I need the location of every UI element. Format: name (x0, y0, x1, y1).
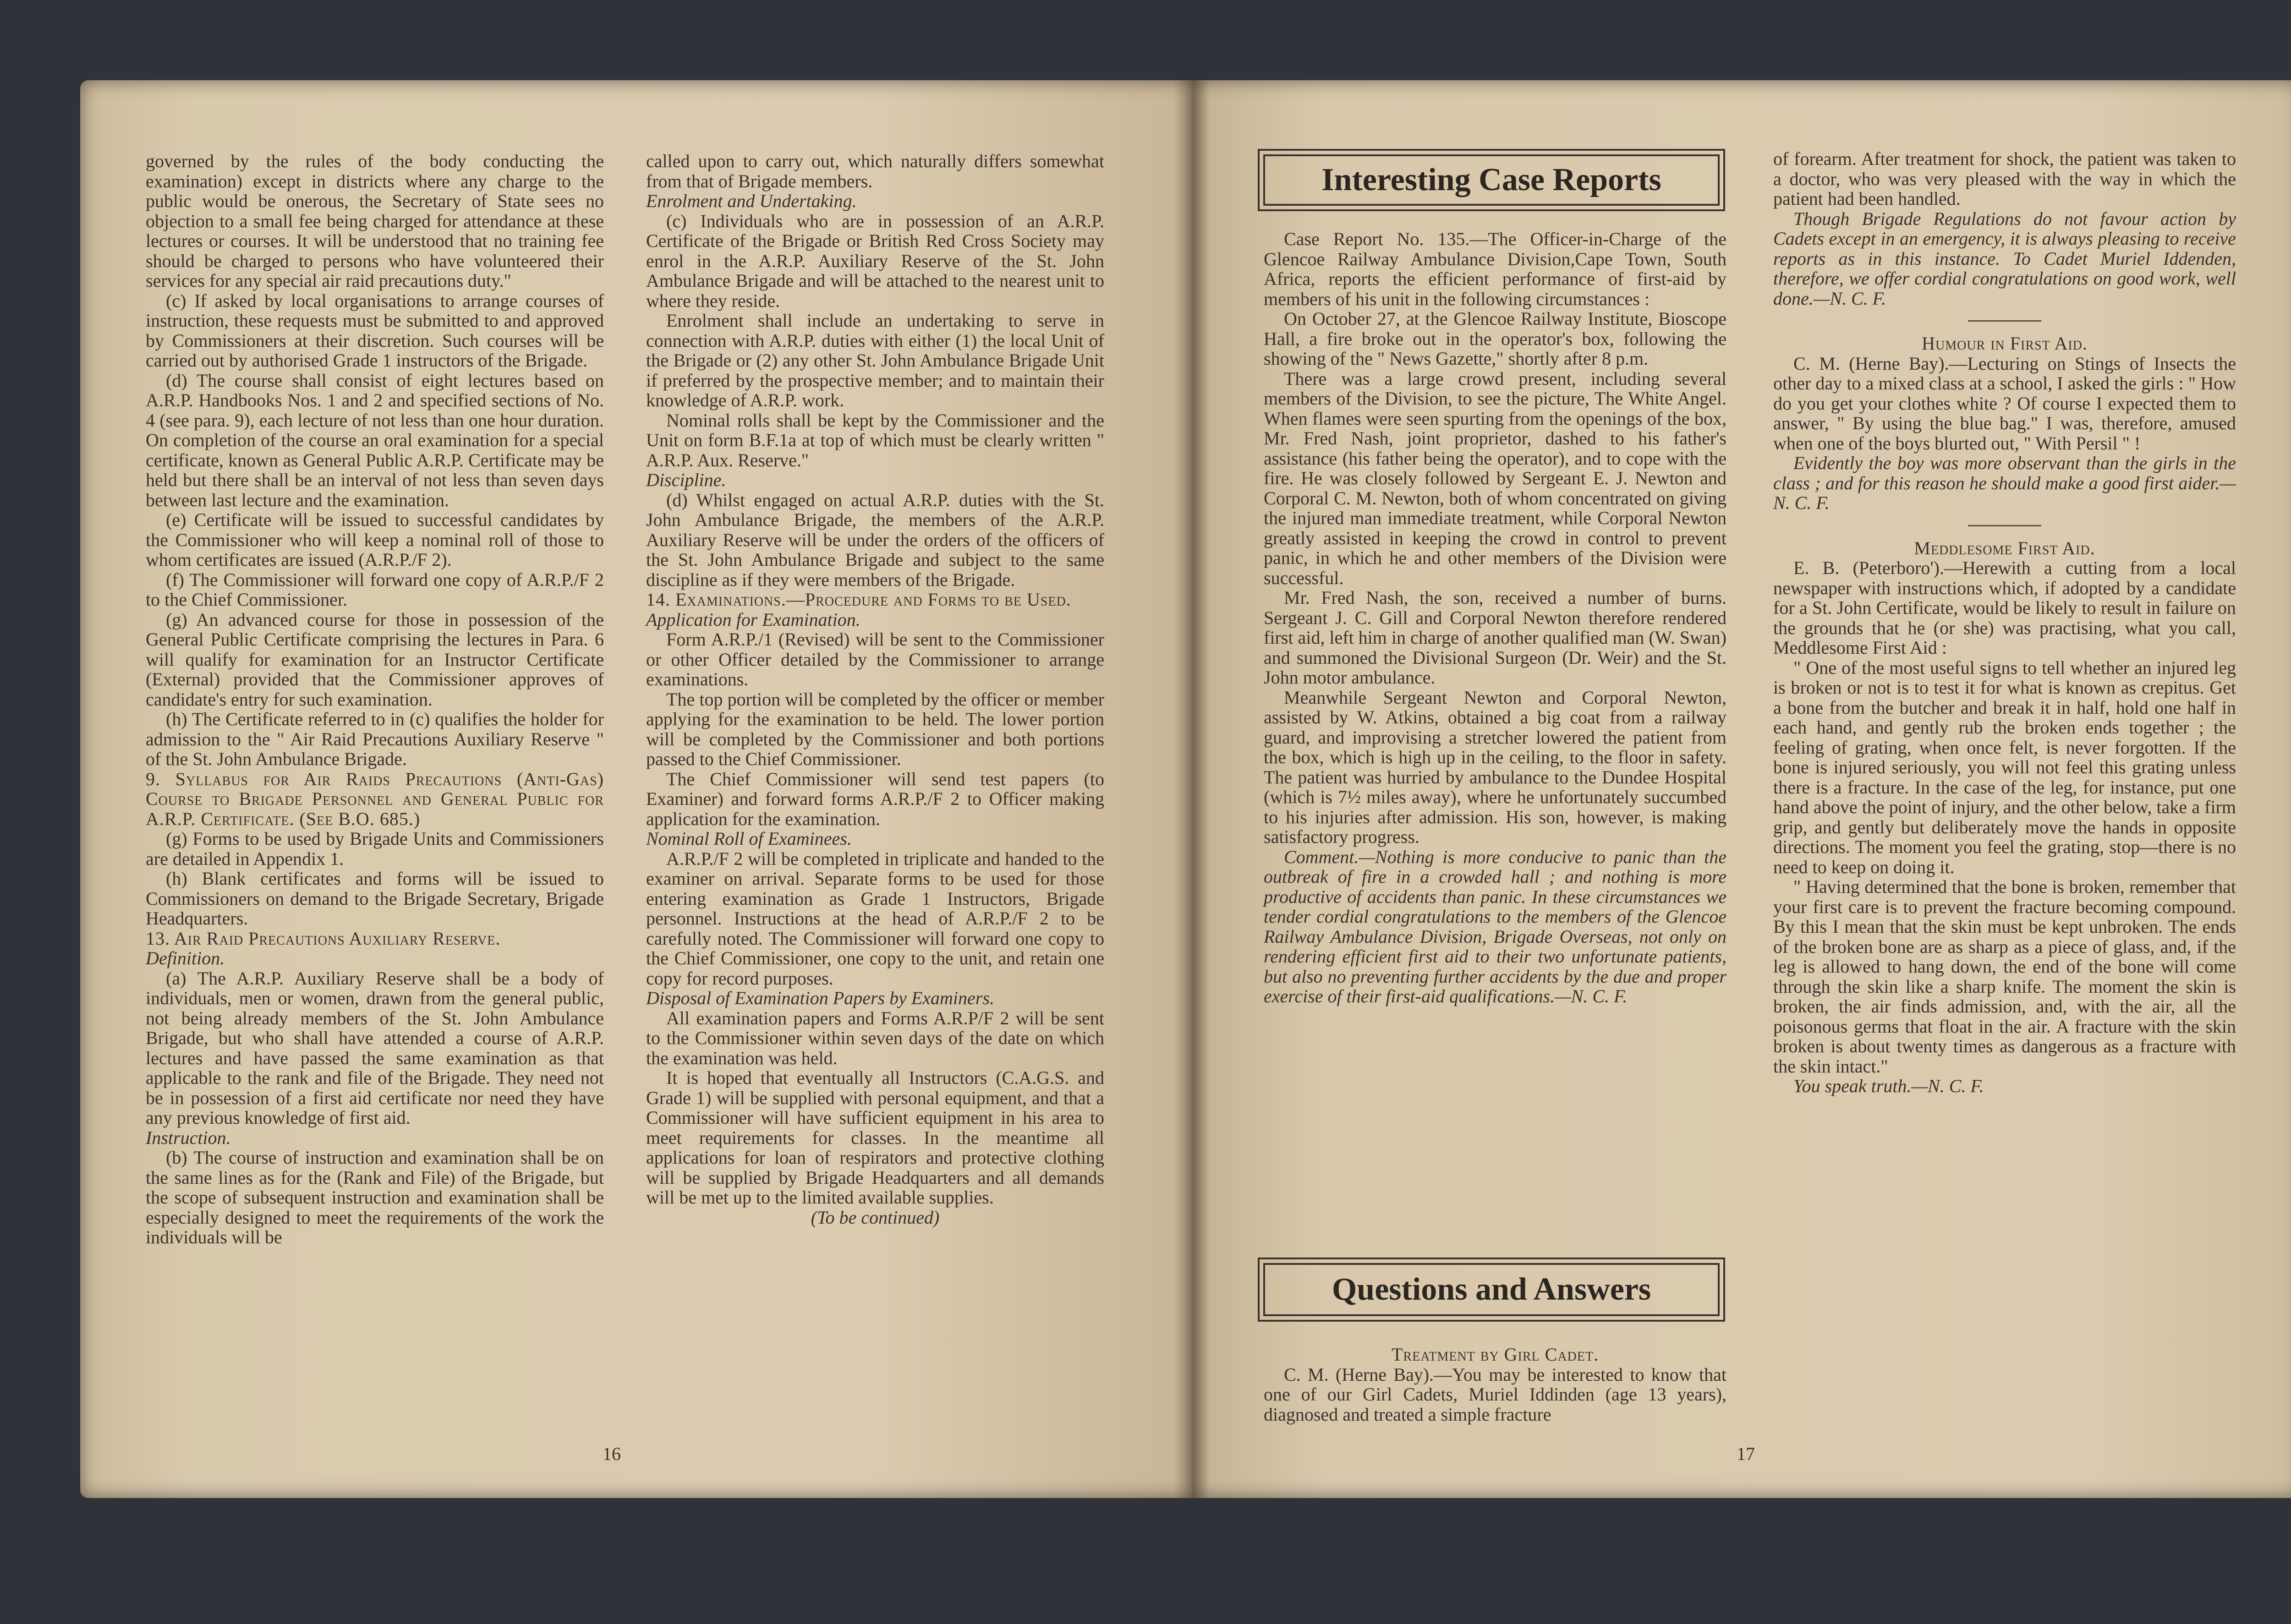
paragraph: Mr. Fred Nash, the son, received a number of burns. Sergeant J. C. Gill and Corporal Newton therefore rendered first aid, left him in charge of another qualified man (W. Swan) and summoned the Divisional Surgeon (Dr. Weir) and the St. John motor ambulance. (1264, 587, 1726, 688)
paragraph: " One of the most useful signs to tell whether an injured leg is broken or not is to test it for what is known as crepitus. Get a bone from the butcher and break it in half, hold one half in each hand, and gently rub the broken ends together ; the feeling of grating, when once felt, is never forgotten. If the bone is injured seriously, you will not feel this grating unless there is a fracture. In the case of the leg, for instance, put one hand above the point of injury, and the other below, take a firm grip, and gently but deliberately move the hands in opposite directions. The moment you feel the grating, stop—there is no need to keep on doing it. (1773, 657, 2236, 877)
section-divider (1968, 525, 2041, 526)
paragraph: (a) The A.R.P. Auxiliary Reserve shall be a body of individuals, men or women, drawn from the general public, not being already members of the St. John Ambulance Brigade, but who shall have attended a course of A.R.P. lectures and have passed the same examination as that applicable to the rank and file of the Brigade. They need not be in possession of a first aid certificate nor need they have any previous knowledge of first aid. (146, 968, 604, 1128)
right-column-1-lower (1264, 1340, 1726, 1424)
paragraph: Evidently the boy was more observant than the girls in the class ; and for this reason he should make a good first aider.—N. C. F. (1773, 453, 2236, 513)
subheading: Disposal of Examination Papers by Examiners. (646, 988, 994, 1008)
paragraph: (g) Forms to be used by Brigade Units and Commissioners are detailed in Appendix 1. (146, 828, 604, 869)
paragraph: " Having determined that the bone is broken, remember that your first care is to prevent the fracture becoming compound. By this I mean that the skin must be kept unbroken. The ends of the broken bone are as sharp as a piece of glass, and, if the leg is allowed to hang down, the end of the bone will come through the skin like a sharp knife. The moment the skin is broken, the air finds admission, and, with the air, all the poisonous germs that float in the air. A fracture with the skin broken is about twenty times as dangerous as a fracture with the skin intact." (1773, 876, 2236, 1077)
paragraph: C. M. (Herne Bay).—You may be interested to know that one of our Girl Cadets, Muriel Iddinden (age 13 years), diagnosed and treated a simple fracture (1264, 1364, 1726, 1425)
subheading: Application for Examination. (646, 609, 860, 630)
paragraph: Though Brigade Regulations do not favour action by Cadets except in an emergency, it is always pleasing to receive reports as in this instance. To Cadet Muriel Iddenden, therefore, we offer cordial congratulations on good work, well done.—N. C. F. (1773, 208, 2236, 309)
paragraph: The Chief Commissioner will send test papers (to Examiner) and forward forms A.R.P./F 2 to Officer making application for the examination. (646, 768, 1104, 829)
subheading: Discipline. (646, 470, 726, 490)
left-column-1 (146, 151, 604, 1247)
section-divider (1968, 320, 2041, 322)
case-report-text (1264, 229, 1726, 1006)
paragraph: (b) The course of instruction and examination shall be on the same lines as for the (Rank and File) of the Brigade, but the scope of subsequent instruction and examination shall be especially designed to meet the requirements of the work the individuals will be (146, 1147, 604, 1247)
page-number-right: 17 (1737, 1444, 1755, 1464)
paragraph: Form A.R.P./1 (Revised) will be sent to the Commissioner or other Officer detailed by the Commissioner to arrange examinations. (646, 629, 1104, 689)
paragraph: (g) An advanced course for those in possession of the General Public Certificate comprising the lectures in Para. 6 will qualify for examination for an Instructor Certificate (External) provided that the Commissioner approves of candidate's entry for such examination. (146, 609, 604, 710)
right-column-2 (1773, 149, 2236, 1096)
paragraph: It is hoped that eventually all Instructors (C.A.G.S. and Grade 1) will be supplied with personal equipment, and that a Commissioner will have sufficient equipment in his area to meet requirements for classes. In the meantime all applications for loan of respirators and protective clothing will be supplied by Brigade Headquarters and all demands will be met up to the limited available supplies. (646, 1067, 1104, 1208)
paragraph: of forearm. After treatment for shock, the patient was taken to a doctor, who was very pleased with the way in which the patient had been handled. (1773, 148, 2236, 209)
paragraph: Comment.—Nothing is more conducive to panic than the outbreak of fire in a crowded hall ; and nothing is more productive of accidents than panic. In these circumstances we tender cordial congratulations to the members of the Glencoe Railway Ambulance Division, Brigade Overseas, not only on rendering efficient first aid to their two unfortunate patients, but also no preventing further accidents by the due and proper exercise of their first-aid qualifications.—N. C. F. (1264, 846, 1726, 1006)
paragraph: (e) Certificate will be issued to successful candidates by the Commissioner who will keep a nominal roll of those to whom certificates are issued (A.R.P./F 2). (146, 509, 604, 570)
paragraph: A.R.P./F 2 will be completed in triplicate and handed to the examiner on arrival. Separate forms to be used for those entering examination as Grade 1 Instructors, Brigade personnel. Instructions at the head of A.R.P./F 2 to be carefully noted. The Commissioner will forward one copy to the Chief Commissioner, one copy to the unit, and retain one copy for record purposes. (646, 848, 1104, 989)
paragraph: (h) The Certificate referred to in (c) qualifies the holder for admission to the " Air Raid Precautions Auxiliary Reserve " of the St. John Ambulance Brigade. (146, 709, 604, 769)
paragraph: governed by the rules of the body conducting the examination) except in districts where any charge to the public would be onerous, the Secretary of State sees no objection to a small fee being charged for attendance at these lectures or courses. It will be understood that no training fee should be charged to persons who have volunteered their services for any special air raid precautions duty." (146, 151, 604, 291)
heading-case-reports: Interesting Case Reports (1263, 154, 1720, 206)
paragraph: Enrolment shall include an undertaking to serve in connection with A.R.P. duties with either (1) the local Unit of the Brigade or (2) any other St. John Ambulance Brigade Unit if preferred by the prospective member; and to maintain their knowledge of A.R.P. work. (646, 310, 1104, 410)
paragraph: C. M. (Herne Bay).—Lecturing on Stings of Insects the other day to a mixed class at a school, I asked the girls : " How do you get your clothes white ? Of course I expected them to answer, " By using the blue bag." I was, therefore, amused when one of the boys blurted out, " With Persil " ! (1773, 353, 2236, 454)
paragraph: On October 27, at the Glencoe Railway Institute, Bioscope Hall, a fire broke out in the operator's box, following the showing of the " News Gazette," shortly after 8 p.m. (1264, 308, 1726, 369)
paragraph: (To be continued) (811, 1207, 940, 1228)
subheading: Definition. (146, 948, 225, 968)
paragraph: (d) Whilst engaged on actual A.R.P. duties with the St. John Ambulance Brigade, the members of the A.R.P. Auxiliary Reserve will be under the orders of the officers of the St. John Ambulance Brigade and subject to the same discipline as if they were members of the Brigade. (646, 489, 1104, 590)
section-heading: 9. Syllabus for Air Raids Precautions (Anti-Gas) Course to Brigade Personnel and General Public for A.R.P. Certificate. (See B.O. 685.) (146, 768, 604, 829)
paragraph: called upon to carry out, which naturally differs somewhat from that of Brigade members. (646, 151, 1104, 191)
paragraph: (c) Individuals who are in possession of an A.R.P. Certificate of the Brigade or British Red Cross Society may enrol in the A.R.P. Auxiliary Reserve of the St. John Ambulance Brigade and will be attached to the nearest unit to where they reside. (646, 210, 1104, 311)
paragraph: You speak truth.—N. C. F. (1793, 1076, 1984, 1096)
heading-questions-answers: Questions and Answers (1263, 1263, 1720, 1316)
right-column-1 (1264, 229, 1726, 1006)
heading-box-case-reports (1258, 149, 1725, 211)
left-column-2 (646, 151, 1104, 1227)
section-heading: Humour in First Aid. (1922, 333, 2088, 354)
paragraph: E. B. (Peterboro').—Herewith a cutting from a local newspaper with instructions which, if adopted by a candidate for a St. John Certificate, would be likely to result in failure on the grounds that he (or she) was practising, what you call, Meddlesome First Aid : (1773, 558, 2236, 658)
paragraph: All examination papers and Forms A.R.P/F 2 will be sent to the Commissioner within seven days of the date on which the examination was held. (646, 1007, 1104, 1068)
paragraph: (d) The course shall consist of eight lectures based on A.R.P. Handbooks Nos. 1 and 2 and specified sections of No. 4 (see para. 9), each lecture of not less than one hour duration. On completion of the course an oral examination for a special certificate, known as General Public A.R.P. Certificate may be held but there shall be an interval of not less than seven days between last lecture and the examination. (146, 370, 604, 510)
section-heading: Meddlesome First Aid. (1914, 537, 2095, 558)
subheading: Instruction. (146, 1127, 231, 1148)
questions-text (1264, 1345, 1726, 1424)
paragraph: Meanwhile Sergeant Newton and Corporal Newton, assisted by W. Atkins, obtained a big coat from a railway guard, and improvising a stretcher lowered the patient from the box, which is high up in the ceiling, to the floor in safety. The patient was hurried by ambulance to the Dundee Hospital (which is 7½ miles away), where he unfortunately succumbed to his injuries after admission. His son, however, is making satisfactory progress. (1264, 687, 1726, 847)
paragraph: (c) If asked by local organisations to arrange courses of instruction, these requests must be submitted to and approved by Commissioners at their discretion. Such courses will be carried out by authorised Grade 1 instructors of the Brigade. (146, 290, 604, 371)
paragraph: There was a large crowd present, including several members of the Division, to see the picture, The White Angel. When flames were seen spurting from the openings of the box, Mr. Fred Nash, joint proprietor, dashed to his father's assistance (his father being the operator), and to cope with the fire. He was closely followed by Sergeant E. J. Newton and Corporal C. M. Newton, both of whom concentrated on giving the injured man immediate treatment, while Corporal Newton greatly assisted in keeping the crowd in control to prevent panic, in which he and other members of the Division were successful. (1264, 368, 1726, 588)
paragraph: The top portion will be completed by the officer or member applying for the examination to be held. The lower portion will be completed by the Commissioner and both portions passed to the Chief Commissioner. (646, 689, 1104, 769)
paragraph: Case Report No. 135.—The Officer-in-Charge of the Glencoe Railway Ambulance Division,Cape Town, South Africa, reports the efficient performance of first-aid by members of his unit in the following circumstances : (1264, 229, 1726, 309)
page-number-left: 16 (603, 1444, 621, 1464)
paragraph: (h) Blank certificates and forms will be issued to Commissioners on demand to the Brigade Secretary, Brigade Headquarters. (146, 868, 604, 929)
section-heading: Treatment by Girl Cadet. (1392, 1344, 1599, 1365)
heading-box-questions (1258, 1258, 1725, 1322)
paragraph: (f) The Commissioner will forward one copy of A.R.P./F 2 to the Chief Commissioner. (146, 569, 604, 610)
section-heading: 14. Examinations.—Procedure and Forms to be Used. (646, 589, 1071, 610)
paragraph: Nominal rolls shall be kept by the Commissioner and the Unit on form B.F.1a at top of which must be clearly written " A.R.P. Aux. Reserve." (646, 410, 1104, 470)
subheading: Nominal Roll of Examinees. (646, 828, 852, 849)
subheading: Enrolment and Undertaking. (646, 191, 857, 211)
book-spine (1173, 80, 1210, 1498)
section-heading: 13. Air Raid Precautions Auxiliary Reserve. (146, 928, 501, 949)
